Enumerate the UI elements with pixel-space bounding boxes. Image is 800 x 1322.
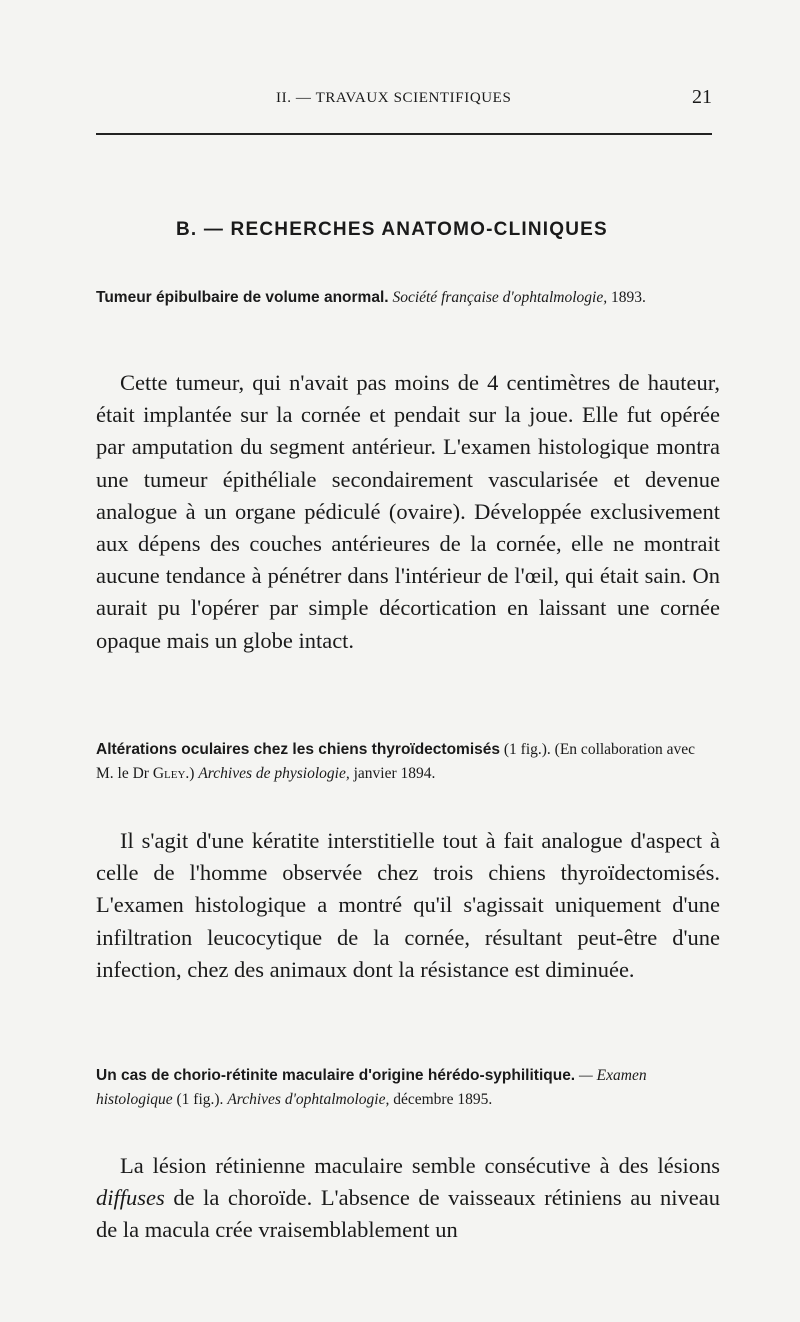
entry-date: décembre 1895. (393, 1091, 493, 1108)
entry-collaborator: Gley.) (152, 765, 195, 782)
entry-journal: Société française d'ophtalmologie, (392, 289, 608, 306)
body-emphasis: diffuses (96, 1185, 165, 1211)
entry-title: Altérations oculaires chez les chiens thyroïdectomisés (96, 741, 501, 758)
entry-subtitle: — Examen histologique (96, 1067, 647, 1108)
entry-title: Tumeur épibulbaire de volume anormal. (96, 289, 389, 306)
body-end: de la choroïde. L'absence de vaisseaux rétiniens au niveau de la macula crée vraisemblablement un (96, 1185, 720, 1243)
header-rule (96, 133, 712, 135)
running-header (96, 88, 712, 114)
entry-heading (96, 286, 716, 310)
body-start: La lésion rétinienne maculaire semble consécutive à des lésions (120, 1153, 720, 1178)
entry-body: Cette tumeur, qui n'avait pas moins de 4 centimètres de hauteur, était implantée sur la cornée et pendait sur la joue. Elle fut opérée par amputation du segment antérieur. L'examen histologique montra une tumeur épithéliale secondairement vascularisée et devenue analogue à un organe pédiculé (ovaire). Développée exclusivement aux dépens des couches antérieures de la cornée, elle ne montrait aucune tendance à pénétrer dans l'intérieur de l'œil, qui était sain. On aurait pu l'opérer par simple décortication en laissant une cornée opaque mais un globe intact. (96, 370, 720, 653)
section-title: B. — RECHERCHES ANATOMO-CLINIQUES (176, 219, 608, 240)
entry-body (96, 1150, 720, 1247)
entry-year: 1893. (611, 289, 646, 306)
entry-journal: Archives de physiologie, (198, 765, 350, 782)
entry-note: (1 fig.). (En collaboration avec M. le Dr (96, 741, 695, 782)
entry-heading (96, 1064, 716, 1112)
entry-journal: Archives d'ophtalmologie, (227, 1091, 390, 1108)
entry-heading (96, 738, 716, 786)
page-number: 21 (692, 86, 712, 108)
entry-date: janvier 1894. (353, 765, 436, 782)
entry-note: (1 fig.). (176, 1091, 224, 1108)
running-title: II. — TRAVAUX SCIENTIFIQUES (276, 90, 512, 106)
entry-title: Un cas de chorio-rétinite maculaire d'origine hérédo-syphilitique. (96, 1067, 576, 1084)
entry-body: Il s'agit d'une kératite interstitielle tout à fait analogue d'aspect à celle de l'homme observée chez trois chiens thyroïdectomisés. L'examen histologique a montré qu'il s'agissait uniquement d'une infiltration leucocytique de la cornée, résultant peut-être d'une infection, chez des animaux dont la résistance est diminuée. (96, 828, 720, 982)
